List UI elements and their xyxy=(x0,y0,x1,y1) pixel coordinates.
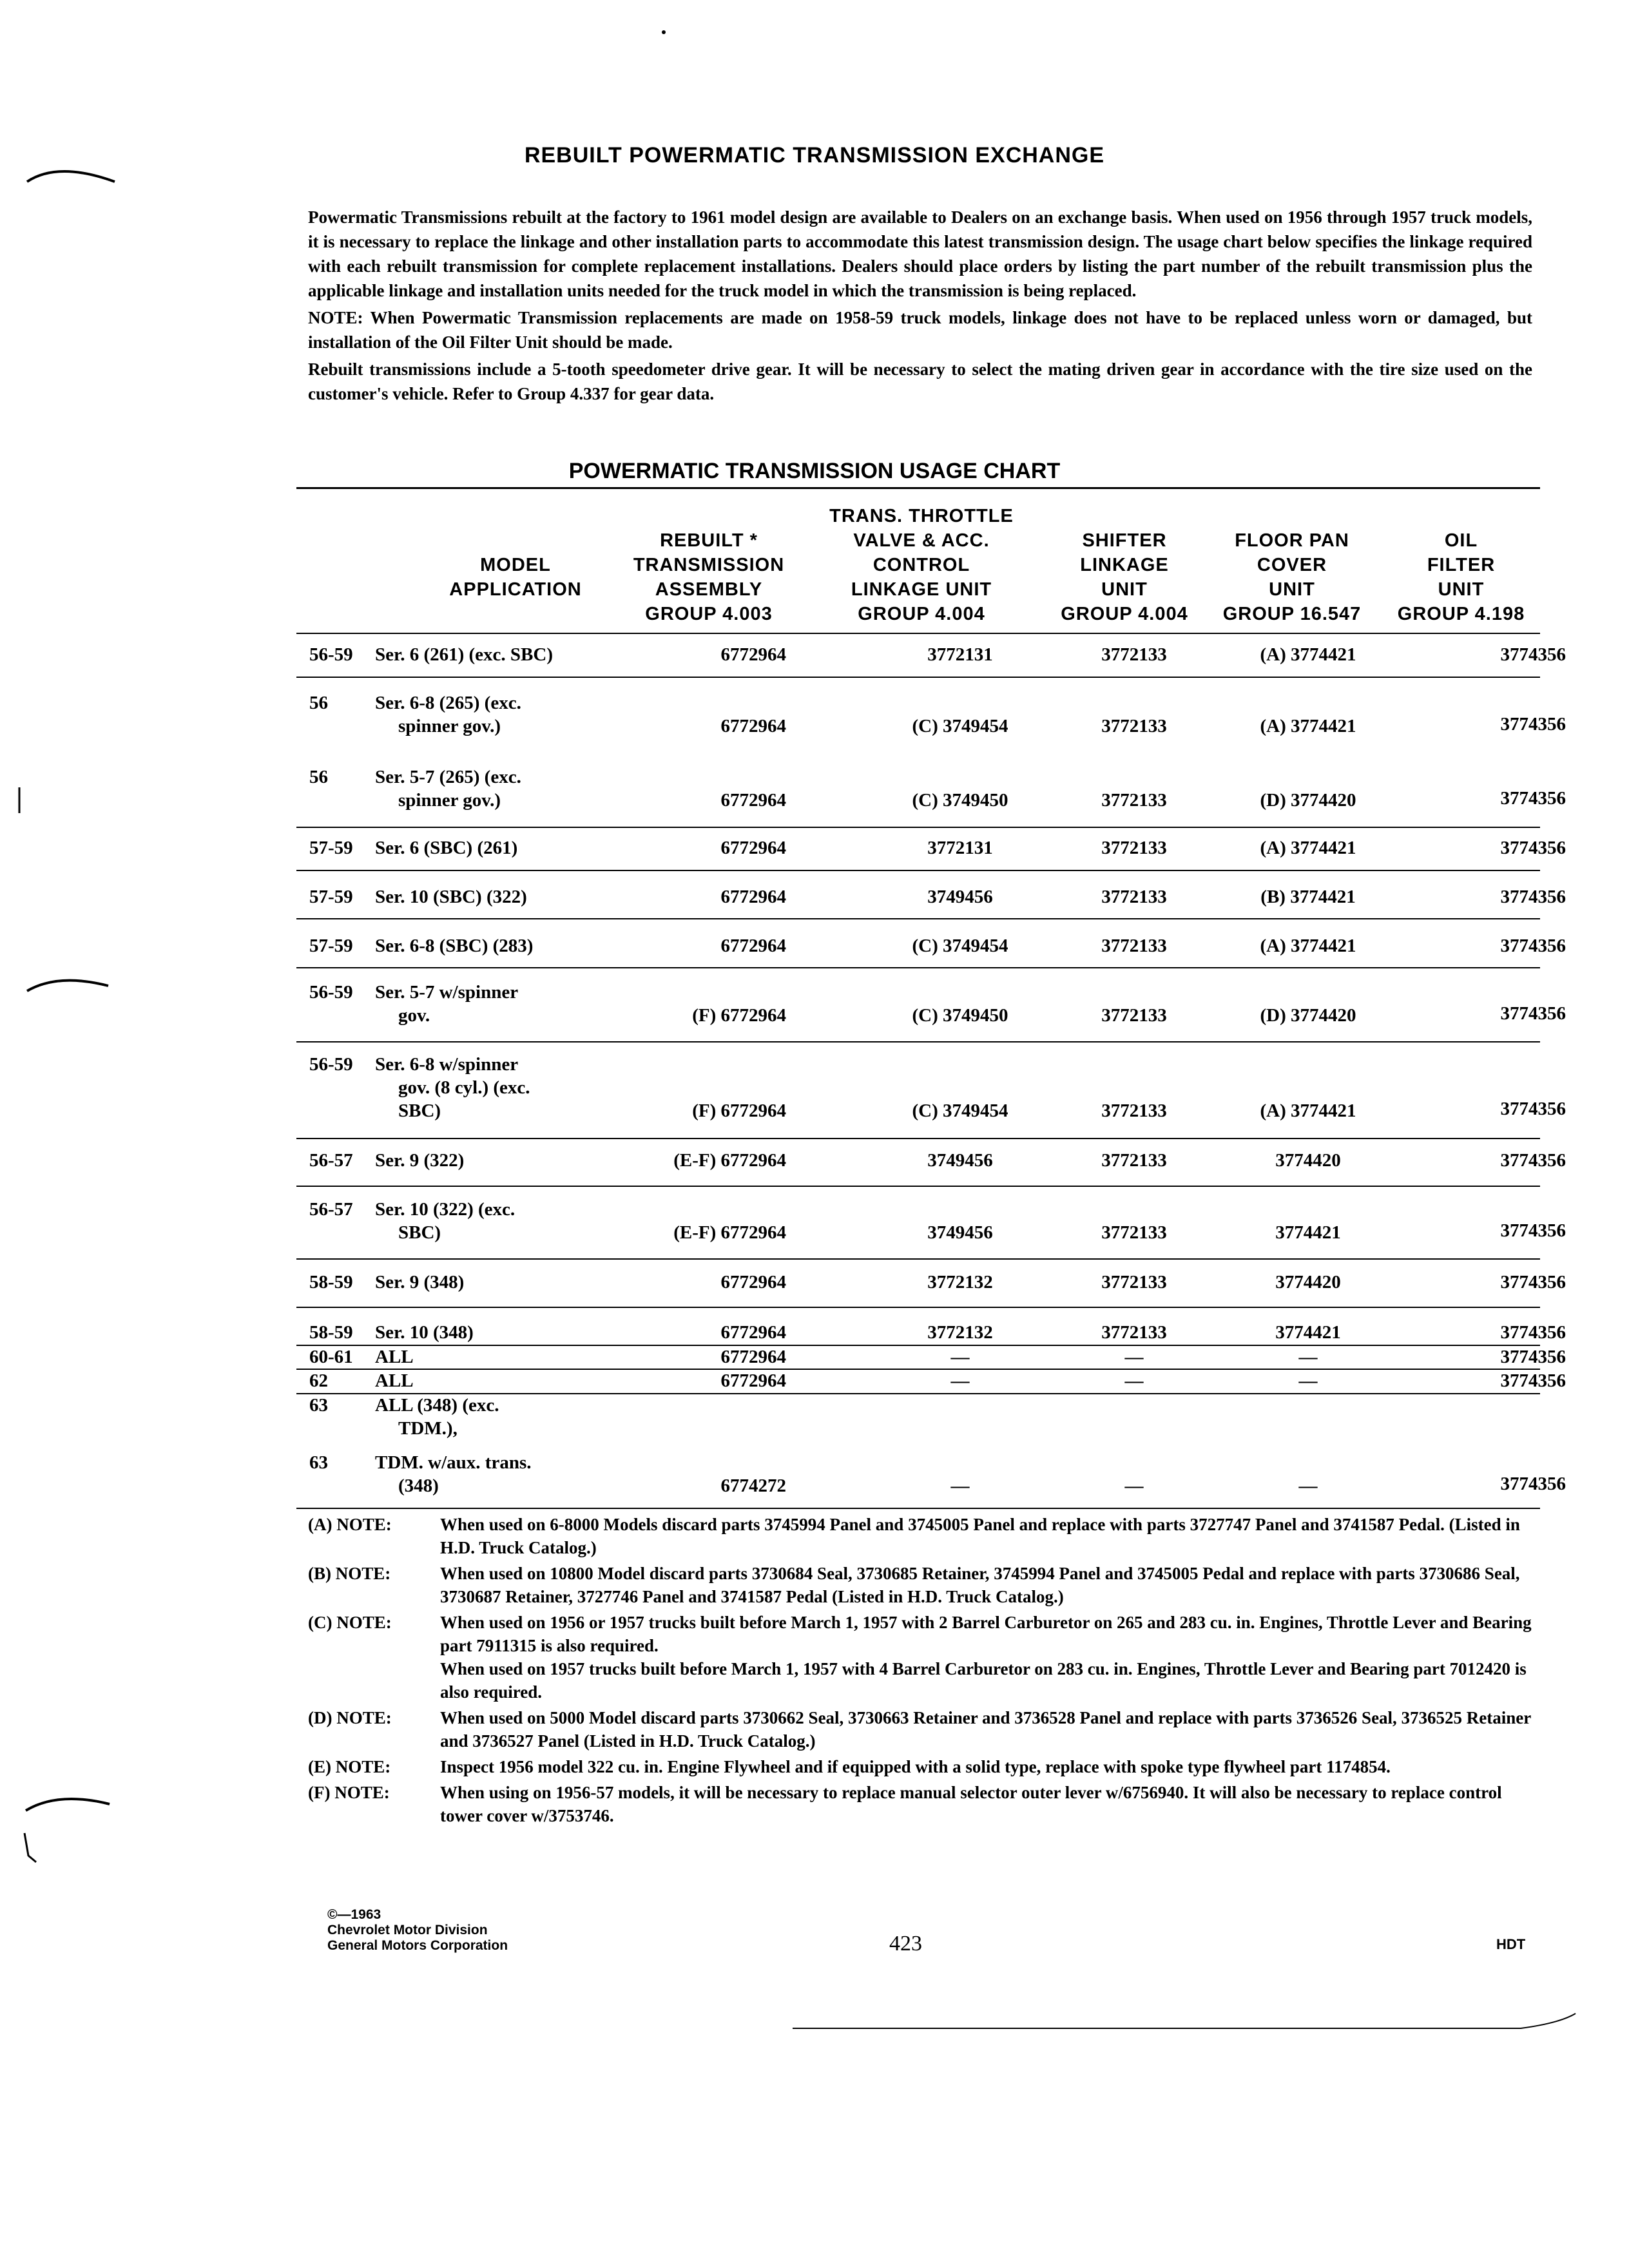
row-model: TDM. w/aux. trans. xyxy=(375,1452,532,1473)
row-oil: 3774356 xyxy=(1500,788,1566,809)
row-throttle: 3749456 xyxy=(927,887,993,907)
row-year: 56-59 xyxy=(309,982,353,1003)
row-year: 58-59 xyxy=(309,1272,353,1293)
row-rebuilt: (E-F) 6772964 xyxy=(673,1150,786,1171)
hole-mark xyxy=(27,171,115,182)
row-throttle: — xyxy=(950,1475,970,1496)
header-floor-line: FLOOR PAN xyxy=(1235,530,1349,551)
row-floor: 3774421 xyxy=(1275,1222,1341,1243)
row-throttle: 3772131 xyxy=(927,644,993,665)
row-oil: 3774356 xyxy=(1500,1474,1566,1494)
header-rebuilt-line: GROUP 4.003 xyxy=(645,604,773,624)
row-rebuilt: 6772964 xyxy=(720,887,786,907)
header-rebuilt-line: REBUILT * xyxy=(660,530,758,551)
row-model-cont: spinner gov.) xyxy=(398,790,501,811)
note-text: Inspect 1956 model 322 cu. in. Engine Flywheel and if equipped with a solid type, replace with spoke type flywheel part 1174854. xyxy=(440,1757,1391,1776)
row-rebuilt: 6772964 xyxy=(720,936,786,956)
note-text: When using on 1956-57 models, it will be necessary to replace manual selector outer lever w/6756940. It will also be necessary to replace control tower cover w/3753746. xyxy=(440,1783,1502,1825)
header-oil-line: OIL xyxy=(1444,530,1478,551)
note-text-cont: When used on 1957 trucks built before March 1, 1957 with 4 Barrel Carburetor on 283 cu. in. Engines, Throttle Lever and Bearing part 7012420 is also required. xyxy=(440,1659,1527,1702)
section-code: HDT xyxy=(1496,1936,1526,1952)
header-oil-line: GROUP 4.198 xyxy=(1397,604,1525,624)
row-oil: 3774356 xyxy=(1500,1150,1566,1171)
row-oil: 3774356 xyxy=(1500,887,1566,907)
row-rebuilt: 6772964 xyxy=(720,1272,786,1293)
header-oil-line: UNIT xyxy=(1438,579,1485,600)
note-tag: (C) NOTE: xyxy=(308,1613,392,1632)
row-rebuilt: 6772964 xyxy=(720,1322,786,1343)
row-rebuilt: 6772964 xyxy=(720,1370,786,1391)
row-model-cont: spinner gov.) xyxy=(398,716,501,736)
row-model-cont: (348) xyxy=(398,1475,439,1496)
row-oil: 3774356 xyxy=(1500,1347,1566,1367)
row-oil: 3774356 xyxy=(1500,1220,1566,1241)
note-text: When used on 10800 Model discard parts 3730684 Seal, 3730685 Retainer, 3745994 Panel and 3745005 Pedal and replace with parts 3730686 Seal, 3730687 Retainer, 3727746 Panel and 3741587 Pedal (Listed in H.D. Truck Catalog.) xyxy=(440,1564,1520,1606)
row-floor: (D) 3774420 xyxy=(1260,1005,1356,1026)
header-throttle-line: GROUP 4.004 xyxy=(858,604,985,624)
row-floor: (A) 3774421 xyxy=(1260,644,1356,665)
note-text: When used on 1956 or 1957 trucks built before March 1, 1957 with 2 Barrel Carburetor on 265 and 283 cu. in. Engines, Throttle Lever and Bearing part 7911315 is also required. xyxy=(440,1613,1532,1655)
header-shifter-line: SHIFTER xyxy=(1082,530,1167,551)
row-floor: (A) 3774421 xyxy=(1260,936,1356,956)
row-year: 56-59 xyxy=(309,1054,353,1075)
footer-corp: General Motors Corporation xyxy=(327,1938,508,1953)
row-floor: 3774421 xyxy=(1275,1322,1341,1343)
hole-mark xyxy=(24,1833,36,1862)
row-oil: 3774356 xyxy=(1500,838,1566,858)
intro-note-text: When Powermatic Transmission replacements are made on 1958-59 truck models, linkage does not have to be replaced unless worn or damaged, but installation of the Oil Filter Unit should be made. xyxy=(308,308,1532,352)
footer-division: Chevrolet Motor Division xyxy=(327,1923,488,1937)
row-oil: 3774356 xyxy=(1500,1370,1566,1391)
header-throttle-line: TRANS. THROTTLE xyxy=(829,506,1014,526)
row-throttle: 3749456 xyxy=(927,1150,993,1171)
row-oil: 3774356 xyxy=(1500,714,1566,735)
row-throttle: 3772131 xyxy=(927,838,993,858)
note-tag: (B) NOTE: xyxy=(308,1564,391,1583)
row-shifter: 3772133 xyxy=(1101,1150,1167,1171)
row-throttle: (C) 3749450 xyxy=(912,790,1008,811)
hole-mark xyxy=(26,1799,110,1811)
row-shifter: 3772133 xyxy=(1101,1100,1167,1121)
row-shifter: 3772133 xyxy=(1101,1322,1167,1343)
row-throttle: 3772132 xyxy=(927,1272,993,1293)
row-model-cont: SBC) xyxy=(398,1222,441,1243)
header-shifter-line: GROUP 4.004 xyxy=(1061,604,1188,624)
row-year: 56-59 xyxy=(309,644,353,665)
intro-note-label: NOTE: xyxy=(308,308,363,327)
row-rebuilt: 6772964 xyxy=(720,790,786,811)
row-floor: — xyxy=(1298,1370,1318,1391)
row-model: Ser. 6 (261) (exc. SBC) xyxy=(375,644,553,665)
row-floor: (A) 3774421 xyxy=(1260,838,1356,858)
row-shifter: — xyxy=(1124,1347,1144,1367)
header-rebuilt-line: TRANSMISSION xyxy=(633,555,785,575)
row-model: Ser. 6-8 w/spinner xyxy=(375,1054,519,1075)
row-model-cont: TDM.), xyxy=(398,1418,458,1439)
row-throttle: (C) 3749454 xyxy=(912,936,1008,956)
row-model: Ser. 9 (322) xyxy=(375,1150,465,1171)
header-throttle-line: VALVE & ACC. xyxy=(853,530,990,551)
row-throttle: 3772132 xyxy=(927,1322,993,1343)
row-model: ALL xyxy=(375,1347,414,1367)
row-throttle: (C) 3749450 xyxy=(912,1005,1008,1026)
row-shifter: 3772133 xyxy=(1101,936,1167,956)
row-year: 60-61 xyxy=(309,1347,353,1367)
header-floor-line: GROUP 16.547 xyxy=(1222,604,1362,624)
row-year: 58-59 xyxy=(309,1322,353,1343)
row-rebuilt: (E-F) 6772964 xyxy=(673,1222,786,1243)
row-shifter: — xyxy=(1124,1370,1144,1391)
page-number: 423 xyxy=(889,1932,922,1956)
hole-mark xyxy=(27,981,108,991)
row-year: 57-59 xyxy=(309,936,353,956)
row-throttle: — xyxy=(950,1347,970,1367)
intro-paragraph: Powermatic Transmissions rebuilt at the factory to 1961 model design are available to Dealers on an exchange basis. When used on 1956 through 1957 truck models, it is necessary to replace the linkage and other installation parts to accommodate this latest transmission design. The usage chart below specifies the linkage required with each rebuilt transmission for complete replacement installations. Dealers should place orders by listing the part number of the rebuilt transmission plus the applicable linkage and installation units needed for the truck model in which the transmission is being replaced. xyxy=(308,207,1532,300)
header-oil-line: FILTER xyxy=(1427,555,1496,575)
row-year: 57-59 xyxy=(309,838,353,858)
row-model: Ser. 6-8 (265) (exc. xyxy=(375,693,521,713)
header-model-line: MODEL xyxy=(480,555,551,575)
row-shifter: 3772133 xyxy=(1101,716,1167,736)
row-rebuilt: (F) 6772964 xyxy=(692,1005,786,1026)
row-model-cont: SBC) xyxy=(398,1100,441,1121)
row-year: 56 xyxy=(309,767,328,787)
row-rebuilt: (F) 6772964 xyxy=(692,1100,786,1121)
header-throttle-line: CONTROL xyxy=(872,555,970,575)
row-oil: 3774356 xyxy=(1500,1003,1566,1024)
header-rebuilt-line: ASSEMBLY xyxy=(655,579,763,600)
row-year: 56-57 xyxy=(309,1150,353,1171)
note-text: When used on 5000 Model discard parts 3730662 Seal, 3730663 Retainer and 3736528 Panel and replace with parts 3736526 Seal, 3736525 Retainer and 3736527 Panel (Listed in H.D. Truck Catalog.) xyxy=(440,1708,1531,1751)
row-year: 56-57 xyxy=(309,1199,353,1220)
row-floor: (A) 3774421 xyxy=(1260,716,1356,736)
header-floor-line: UNIT xyxy=(1269,579,1315,600)
note-tag: (A) NOTE: xyxy=(308,1515,392,1534)
row-model: Ser. 10 (SBC) (322) xyxy=(375,887,527,907)
row-shifter: 3772133 xyxy=(1101,644,1167,665)
row-year: 57-59 xyxy=(309,887,353,907)
note-tag: (D) NOTE: xyxy=(308,1708,392,1727)
row-throttle: 3749456 xyxy=(927,1222,993,1243)
row-floor: (D) 3774420 xyxy=(1260,790,1356,811)
header-model-line: APPLICATION xyxy=(449,579,582,600)
row-model: Ser. 9 (348) xyxy=(375,1272,465,1293)
row-oil: 3774356 xyxy=(1500,1099,1566,1119)
row-floor: (A) 3774421 xyxy=(1260,1100,1356,1121)
row-throttle: (C) 3749454 xyxy=(912,1100,1008,1121)
row-floor: 3774420 xyxy=(1275,1150,1341,1171)
row-rebuilt: 6772964 xyxy=(720,838,786,858)
row-rebuilt: 6772964 xyxy=(720,644,786,665)
row-floor: 3774420 xyxy=(1275,1272,1341,1293)
row-year: 63 xyxy=(309,1452,328,1473)
row-model-cont: gov. (8 cyl.) (exc. xyxy=(398,1077,530,1098)
row-model: Ser. 5-7 (265) (exc. xyxy=(375,767,521,787)
note-tag: (E) NOTE: xyxy=(308,1757,391,1776)
scan-dot xyxy=(662,30,666,34)
row-throttle: (C) 3749454 xyxy=(912,716,1008,736)
row-oil: 3774356 xyxy=(1500,644,1566,665)
row-shifter: 3772133 xyxy=(1101,1222,1167,1243)
footer-copyright: ©—1963 xyxy=(327,1907,381,1922)
row-model: Ser. 5-7 w/spinner xyxy=(375,982,519,1003)
header-shifter-line: UNIT xyxy=(1101,579,1148,600)
row-model: Ser. 6 (SBC) (261) xyxy=(375,838,518,858)
row-model: Ser. 6-8 (SBC) (283) xyxy=(375,936,534,956)
page-title: REBUILT POWERMATIC TRANSMISSION EXCHANGE xyxy=(524,143,1105,168)
chart-title: POWERMATIC TRANSMISSION USAGE CHART xyxy=(568,459,1061,483)
row-shifter: 3772133 xyxy=(1101,1272,1167,1293)
row-model: Ser. 10 (348) xyxy=(375,1322,474,1343)
row-model: ALL (348) (exc. xyxy=(375,1395,499,1416)
note-text: When used on 6-8000 Models discard parts 3745994 Panel and 3745005 Panel and replace with parts 3727747 Panel and 3741587 Pedal. (Listed in H.D. Truck Catalog.) xyxy=(440,1515,1520,1557)
row-year: 56 xyxy=(309,693,328,713)
header-floor-line: COVER xyxy=(1257,555,1327,575)
bottom-rule xyxy=(793,2013,1576,2028)
header-shifter-line: LINKAGE xyxy=(1080,555,1169,575)
header-throttle-line: LINKAGE UNIT xyxy=(851,579,992,600)
row-model: ALL xyxy=(375,1370,414,1391)
row-model-cont: gov. xyxy=(398,1005,430,1026)
row-rebuilt: 6772964 xyxy=(720,1347,786,1367)
row-shifter: 3772133 xyxy=(1101,887,1167,907)
row-floor: — xyxy=(1298,1475,1318,1496)
intro-paragraph-gear: Rebuilt transmissions include a 5-tooth speedometer drive gear. It will be necessary to select the mating driven gear in accordance with the tire size used on the customer's vehicle. Refer to Group 4.337 for gear data. xyxy=(308,360,1532,403)
row-year: 62 xyxy=(309,1370,328,1391)
row-oil: 3774356 xyxy=(1500,936,1566,956)
row-throttle: — xyxy=(950,1370,970,1391)
row-floor: (B) 3774421 xyxy=(1260,887,1356,907)
row-oil: 3774356 xyxy=(1500,1272,1566,1293)
row-oil: 3774356 xyxy=(1500,1322,1566,1343)
row-shifter: — xyxy=(1124,1475,1144,1496)
row-floor: — xyxy=(1298,1347,1318,1367)
row-shifter: 3772133 xyxy=(1101,838,1167,858)
row-model: Ser. 10 (322) (exc. xyxy=(375,1199,516,1220)
row-shifter: 3772133 xyxy=(1101,790,1167,811)
row-year: 63 xyxy=(309,1395,328,1416)
row-rebuilt: 6772964 xyxy=(720,716,786,736)
row-shifter: 3772133 xyxy=(1101,1005,1167,1026)
row-rebuilt: 6774272 xyxy=(720,1475,786,1496)
note-tag: (F) NOTE: xyxy=(308,1783,390,1802)
